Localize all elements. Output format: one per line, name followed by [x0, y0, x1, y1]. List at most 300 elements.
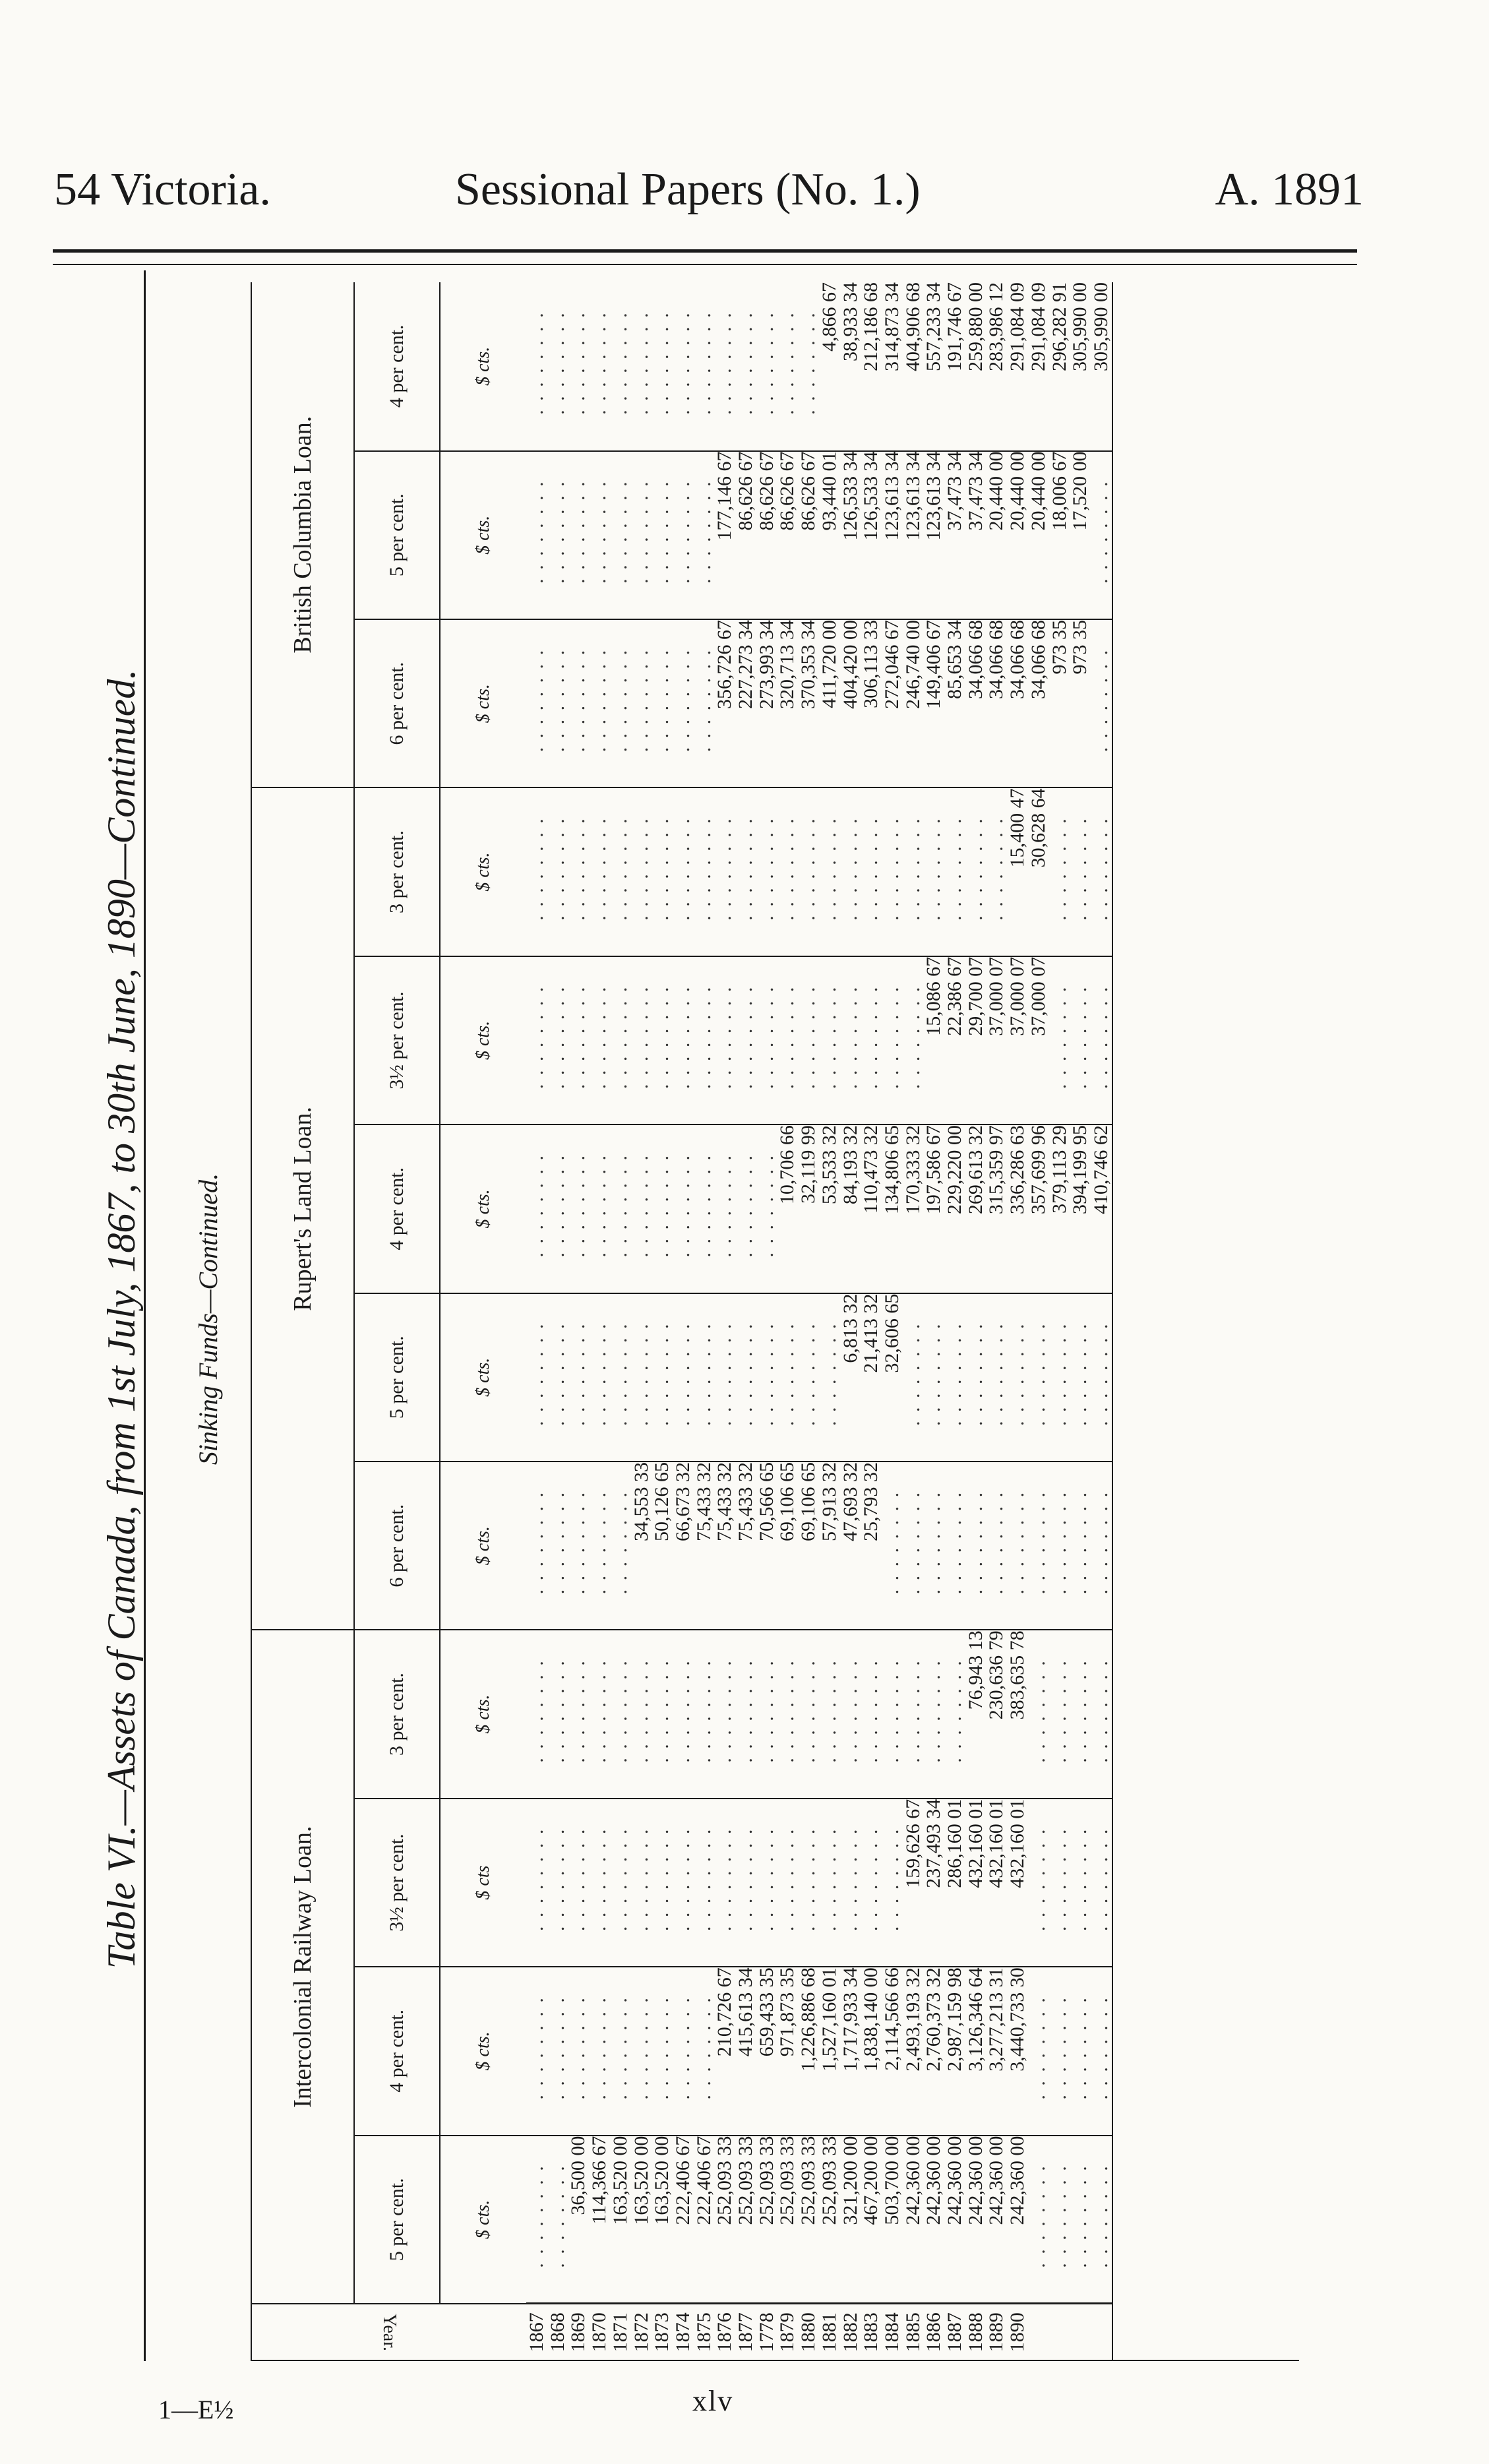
leader-dots: . . . . . . . .: [567, 985, 590, 1090]
rate-header: 3½ per cent.: [354, 1799, 440, 1967]
empty-cell: [1028, 1462, 1049, 1630]
table-row: [882, 282, 903, 2360]
leader-dots: . . . . . . . .: [630, 311, 652, 415]
leader-dots: . . . . . . . .: [923, 1659, 945, 1763]
empty-cell: [777, 282, 798, 451]
units-header: $ cts.: [440, 787, 526, 956]
leader-dots: . . . . . . . .: [546, 1996, 568, 2100]
leader-dots: . . . . . . . .: [714, 1322, 736, 1426]
empty-cell: [610, 451, 631, 619]
table-title: Table VI.—Assets of Canada, from 1st July, 1867, to 30th June, 1890—Continued.: [100, 669, 143, 1969]
empty-cell: [798, 1630, 819, 1798]
empty-cell: [903, 1293, 924, 1462]
leader-dots: . . . . . . . .: [567, 1490, 590, 1595]
value-cell: 32,606 65: [882, 1293, 903, 1462]
empty-cell: [1091, 956, 1112, 1124]
empty-cell: [652, 787, 673, 956]
leader-dots: . . . . . . . .: [692, 1322, 715, 1426]
rate-header-row: [354, 282, 440, 2360]
value-cell: 134,806 65: [882, 1124, 903, 1293]
empty-cell: [714, 956, 735, 1124]
empty-cell: [610, 1462, 631, 1630]
empty-cell: [568, 1967, 589, 2135]
value-cell: 177,146 67: [714, 451, 735, 619]
empty-cell: [840, 1799, 861, 1967]
table-row: [1091, 282, 1112, 2360]
leader-dots: . . . . . . . .: [630, 479, 652, 584]
empty-cell: [652, 1630, 673, 1798]
year-cell: 1888: [965, 2304, 987, 2360]
empty-cell: [673, 451, 694, 619]
empty-cell: [694, 1124, 715, 1293]
value-cell: 467,200 00: [861, 2136, 882, 2304]
leader-dots: . . . . . . . .: [797, 816, 820, 921]
leader-dots: . . . . . . . .: [735, 1322, 757, 1426]
year-cell: 1869: [568, 2304, 589, 2360]
leader-dots: . . . . . . . .: [1048, 2164, 1070, 2268]
table-row: [861, 282, 882, 2360]
table-row: [652, 282, 673, 2360]
empty-cell: [903, 787, 924, 956]
leader-dots: . . . . . . . .: [567, 479, 590, 584]
empty-cell: [1070, 1293, 1091, 1462]
empty-cell: [756, 1293, 777, 1462]
value-cell: 242,360 00: [944, 2136, 965, 2304]
units-header-row: [440, 282, 526, 2360]
table-row: [610, 282, 631, 2360]
leader-dots: . . . . . . . .: [901, 1322, 924, 1426]
leader-dots: . . . . . . . .: [588, 648, 611, 753]
leader-dots: . . . . . . . .: [692, 648, 715, 753]
leader-dots: . . . . . . . .: [567, 648, 590, 753]
empty-cell: [923, 1293, 944, 1462]
value-cell: 242,360 00: [965, 2136, 987, 2304]
leader-dots: . . . . . . . .: [1027, 1996, 1049, 2100]
rate-header: 5 per cent.: [354, 451, 440, 619]
empty-cell: [547, 956, 568, 1124]
table-subtitle: Sinking Funds—Continued.: [193, 1173, 223, 1465]
value-cell: 370,353 34: [798, 619, 819, 787]
empty-cell: [526, 1124, 547, 1293]
value-cell: 411,720 00: [819, 619, 840, 787]
leader-dots: . . . . . . . .: [1027, 2164, 1049, 2268]
table-row: [1028, 282, 1049, 2360]
empty-cell: [568, 1124, 589, 1293]
value-cell: 252,093 33: [777, 2136, 798, 2304]
table-row: [589, 282, 610, 2360]
leader-dots: . . . . . . . .: [985, 816, 1008, 921]
year-cell: 1868: [547, 2304, 568, 2360]
empty-cell: [568, 282, 589, 451]
leader-dots: . . . . . . . .: [1027, 1490, 1049, 1595]
empty-cell: [861, 1630, 882, 1798]
leader-dots: . . . . . . . .: [714, 985, 736, 1090]
leader-dots: . . . . . . . .: [651, 648, 673, 753]
leader-dots: . . . . . . . .: [651, 816, 673, 921]
leader-dots: . . . . . . . .: [588, 1996, 611, 2100]
leader-dots: . . . . . . . .: [755, 311, 777, 415]
table-row: [903, 282, 924, 2360]
empty-cell: [568, 1462, 589, 1630]
value-cell: 503,700 00: [882, 2136, 903, 2304]
empty-cell: [652, 956, 673, 1124]
units-header: $ cts.: [440, 1293, 526, 1462]
value-cell: 973 35: [1070, 619, 1091, 787]
leader-dots: . . . . . . . .: [735, 1827, 757, 1932]
value-cell: 242,360 00: [986, 2136, 1007, 2304]
leader-dots: . . . . . . . .: [609, 311, 631, 415]
empty-cell: [735, 1630, 756, 1798]
empty-cell: [673, 1124, 694, 1293]
empty-cell: [610, 282, 631, 451]
value-cell: 37,000 07: [1007, 956, 1028, 1124]
leader-dots: . . . . . . . .: [651, 311, 673, 415]
leader-dots: . . . . . . . .: [671, 479, 694, 584]
rate-header: 4 per cent.: [354, 282, 440, 451]
value-cell: 75,433 32: [714, 1462, 735, 1630]
year-cell: 1879: [777, 2304, 798, 2360]
empty-cell: [568, 1799, 589, 1967]
leader-dots: . . . . . . . .: [818, 1827, 840, 1932]
empty-cell: [694, 1967, 715, 2135]
leader-dots: . . . . . . . .: [714, 1827, 736, 1932]
empty-cell: [1028, 1630, 1049, 1798]
leader-dots: . . . . . . . .: [1089, 2164, 1112, 2268]
empty-cell: [694, 1799, 715, 1967]
value-cell: 259,880 00: [965, 282, 987, 451]
empty-cell: [610, 619, 631, 787]
value-cell: 86,626 67: [756, 451, 777, 619]
signature-mark: 1—E½: [158, 2395, 234, 2424]
leader-dots: . . . . . . . .: [818, 816, 840, 921]
empty-cell: [882, 1462, 903, 1630]
leader-dots: . . . . . . . .: [923, 816, 945, 921]
empty-cell: [610, 1630, 631, 1798]
leader-dots: . . . . . . . .: [526, 1154, 547, 1258]
empty-cell: [714, 787, 735, 956]
empty-cell: [610, 1799, 631, 1967]
leader-dots: . . . . . . . .: [1048, 1490, 1070, 1595]
value-cell: 252,093 33: [714, 2136, 735, 2304]
value-cell: 10,706 66: [777, 1124, 798, 1293]
empty-cell: [652, 282, 673, 451]
value-cell: 379,113 29: [1049, 1124, 1070, 1293]
leader-dots: . . . . . . . .: [714, 311, 736, 415]
year-cell: [1028, 2304, 1049, 2360]
leader-dots: . . . . . . . .: [776, 985, 799, 1090]
rate-header: 4 per cent.: [354, 1124, 440, 1293]
empty-cell: [819, 787, 840, 956]
value-cell: 222,406 67: [673, 2136, 694, 2304]
leader-dots: . . . . . . . .: [651, 1996, 673, 2100]
table-row: [798, 282, 819, 2360]
leader-dots: . . . . . . . .: [755, 816, 777, 921]
rate-header: 6 per cent.: [354, 1462, 440, 1630]
leader-dots: . . . . . . . .: [609, 985, 631, 1090]
empty-cell: [694, 619, 715, 787]
leader-dots: . . . . . . . .: [797, 1659, 820, 1763]
empty-cell: [526, 787, 547, 956]
value-cell: 252,093 33: [735, 2136, 756, 2304]
table-row: [631, 282, 652, 2360]
value-cell: 230,636 79: [986, 1630, 1007, 1798]
leader-dots: . . . . . . . .: [1069, 1322, 1091, 1426]
header-year: A. 1891: [1215, 164, 1364, 215]
leader-dots: . . . . . . . .: [880, 1490, 903, 1595]
empty-cell: [589, 1799, 610, 1967]
year-cell: 1872: [631, 2304, 652, 2360]
empty-cell: [1049, 1293, 1070, 1462]
leader-dots: . . . . . . . .: [567, 816, 590, 921]
value-cell: 123,613 34: [923, 451, 944, 619]
empty-cell: [777, 1293, 798, 1462]
leader-dots: . . . . . . . .: [630, 1322, 652, 1426]
value-cell: 86,626 67: [777, 451, 798, 619]
leader-dots: . . . . . . . .: [609, 1996, 631, 2100]
empty-cell: [882, 956, 903, 1124]
value-cell: 272,046 67: [882, 619, 903, 787]
empty-cell: [568, 956, 589, 1124]
value-cell: 321,200 00: [840, 2136, 861, 2304]
leader-dots: . . . . . . . .: [526, 816, 547, 921]
empty-cell: [798, 282, 819, 451]
empty-cell: [798, 1293, 819, 1462]
leader-dots: . . . . . . . .: [755, 1322, 777, 1426]
leader-dots: . . . . . . . .: [964, 1490, 987, 1595]
leader-dots: . . . . . . . .: [755, 1154, 777, 1258]
table-row: [777, 282, 798, 2360]
value-cell: 53,533 32: [819, 1124, 840, 1293]
leader-dots: . . . . . . . .: [588, 1322, 611, 1426]
leader-dots: . . . . . . . .: [1027, 1827, 1049, 1932]
leader-dots: . . . . . . . .: [609, 816, 631, 921]
value-cell: 557,233 34: [923, 282, 944, 451]
empty-cell: [965, 1462, 987, 1630]
value-cell: 163,520 00: [631, 2136, 652, 2304]
group-header: Rupert's Land Loan.: [251, 787, 354, 1630]
empty-cell: [1091, 451, 1112, 619]
leader-dots: . . . . . . . .: [588, 311, 611, 415]
empty-cell: [589, 787, 610, 956]
leader-dots: . . . . . . . .: [526, 1322, 547, 1426]
value-cell: 197,586 67: [923, 1124, 944, 1293]
year-cell: 1880: [798, 2304, 819, 2360]
value-cell: 37,473 34: [944, 451, 965, 619]
value-cell: 410,746 62: [1091, 1124, 1112, 1293]
empty-cell: [1028, 1799, 1049, 1967]
rate-header: 5 per cent.: [354, 2136, 440, 2304]
empty-cell: [694, 956, 715, 1124]
leader-dots: . . . . . . . .: [923, 1322, 945, 1426]
leader-dots: . . . . . . . .: [776, 1322, 799, 1426]
value-cell: 159,626 67: [903, 1799, 924, 1967]
empty-cell: [986, 1462, 1007, 1630]
value-cell: 50,126 65: [652, 1462, 673, 1630]
value-cell: 237,493 34: [923, 1799, 944, 1967]
value-cell: 305,990 00: [1070, 282, 1091, 451]
table-row: [923, 282, 944, 2360]
value-cell: 66,673 32: [673, 1462, 694, 1630]
value-cell: 114,366 67: [589, 2136, 610, 2304]
value-cell: 69,106 65: [798, 1462, 819, 1630]
leader-dots: . . . . . . . .: [944, 1659, 966, 1763]
leader-dots: . . . . . . . .: [546, 816, 568, 921]
value-cell: 659,433 35: [756, 1967, 777, 2135]
empty-cell: [735, 1293, 756, 1462]
leader-dots: . . . . . . . .: [692, 1659, 715, 1763]
empty-cell: [673, 1630, 694, 1798]
empty-cell: [903, 1462, 924, 1630]
leader-dots: . . . . . . . .: [546, 2164, 568, 2268]
leader-dots: . . . . . . . .: [797, 311, 820, 415]
value-cell: 269,613 32: [965, 1124, 987, 1293]
value-cell: 210,726 67: [714, 1967, 735, 2135]
units-header: $ cts.: [440, 956, 526, 1124]
empty-cell: [1091, 2136, 1112, 2304]
value-cell: 69,106 65: [777, 1462, 798, 1630]
header-rule-thin: [53, 264, 1357, 265]
empty-cell: [1070, 1967, 1091, 2135]
empty-cell: [631, 787, 652, 956]
value-cell: 126,533 34: [861, 451, 882, 619]
units-header: $ cts.: [440, 451, 526, 619]
year-cell: 1887: [944, 2304, 965, 2360]
value-cell: 34,066 68: [986, 619, 1007, 787]
empty-cell: [882, 1799, 903, 1967]
leader-dots: . . . . . . . .: [797, 985, 820, 1090]
table-body: [526, 282, 1112, 2360]
rate-header: 4 per cent.: [354, 1967, 440, 2135]
empty-cell: [714, 282, 735, 451]
leader-dots: . . . . . . . .: [526, 1827, 547, 1932]
leader-dots: . . . . . . . .: [860, 985, 882, 1090]
empty-cell: [714, 1293, 735, 1462]
empty-cell: [1091, 1799, 1112, 1967]
value-cell: 336,286 63: [1007, 1124, 1028, 1293]
value-cell: 252,093 33: [756, 2136, 777, 2304]
empty-cell: [1049, 2136, 1070, 2304]
empty-cell: [568, 619, 589, 787]
empty-cell: [547, 619, 568, 787]
empty-cell: [526, 1293, 547, 1462]
empty-cell: [923, 787, 944, 956]
leader-dots: . . . . . . . .: [588, 1154, 611, 1258]
leader-dots: . . . . . . . .: [1048, 1322, 1070, 1426]
header-rule-thick: [53, 249, 1357, 253]
value-cell: 212,186 68: [861, 282, 882, 451]
empty-cell: [526, 451, 547, 619]
empty-cell: [714, 1630, 735, 1798]
value-cell: 191,746 67: [944, 282, 965, 451]
empty-cell: [526, 2136, 547, 2304]
leader-dots: . . . . . . . .: [755, 985, 777, 1090]
empty-cell: [673, 619, 694, 787]
leader-dots: . . . . . . . .: [901, 816, 924, 921]
leader-dots: . . . . . . . .: [755, 1827, 777, 1932]
table-row: [568, 282, 589, 2360]
empty-cell: [589, 619, 610, 787]
year-cell: [1091, 2304, 1112, 2360]
value-cell: 126,533 34: [840, 451, 861, 619]
empty-cell: [631, 1293, 652, 1462]
leader-dots: . . . . . . . .: [526, 1996, 547, 2100]
value-cell: 6,813 32: [840, 1293, 861, 1462]
empty-cell: [1070, 787, 1091, 956]
leader-dots: . . . . . . . .: [1089, 1827, 1112, 1932]
year-column-header: [251, 2304, 526, 2360]
year-cell: 1875: [694, 2304, 715, 2360]
value-cell: 286,160 01: [944, 1799, 965, 1967]
year-cell: 1881: [819, 2304, 840, 2360]
table-row: [1007, 282, 1028, 2360]
leader-dots: . . . . . . . .: [567, 1154, 590, 1258]
empty-cell: [1049, 1967, 1070, 2135]
empty-cell: [1091, 1967, 1112, 2135]
leader-dots: . . . . . . . .: [567, 311, 590, 415]
empty-cell: [944, 1630, 965, 1798]
empty-cell: [965, 787, 987, 956]
empty-cell: [1091, 619, 1112, 787]
leader-dots: . . . . . . . .: [901, 985, 924, 1090]
value-cell: 86,626 67: [735, 451, 756, 619]
value-cell: 283,986 12: [986, 282, 1007, 451]
empty-cell: [1091, 1630, 1112, 1798]
value-cell: 3,126,346 64: [965, 1967, 987, 2135]
empty-cell: [526, 282, 547, 451]
leader-dots: . . . . . . . .: [546, 1827, 568, 1932]
leader-dots: . . . . . . . .: [776, 1659, 799, 1763]
empty-cell: [568, 1630, 589, 1798]
leader-dots: . . . . . . . .: [1069, 1827, 1091, 1932]
leader-dots: . . . . . . . .: [651, 985, 673, 1090]
value-cell: 34,066 68: [1007, 619, 1028, 787]
leader-dots: . . . . . . . .: [609, 1154, 631, 1258]
empty-cell: [1049, 1799, 1070, 1967]
empty-cell: [1049, 787, 1070, 956]
leader-dots: . . . . . . . .: [839, 816, 861, 921]
empty-cell: [1070, 956, 1091, 1124]
value-cell: 57,913 32: [819, 1462, 840, 1630]
empty-cell: [986, 1293, 1007, 1462]
empty-cell: [944, 1462, 965, 1630]
leader-dots: . . . . . . . .: [880, 816, 903, 921]
leader-dots: . . . . . . . .: [609, 479, 631, 584]
empty-cell: [861, 1799, 882, 1967]
empty-cell: [652, 451, 673, 619]
empty-cell: [694, 787, 715, 956]
empty-cell: [652, 1967, 673, 2135]
leader-dots: . . . . . . . .: [735, 1659, 757, 1763]
leader-dots: . . . . . . . .: [651, 1322, 673, 1426]
leader-dots: . . . . . . . .: [567, 1322, 590, 1426]
leader-dots: . . . . . . . .: [651, 1659, 673, 1763]
units-header: $ cts.: [440, 1462, 526, 1630]
year-cell: 1882: [840, 2304, 861, 2360]
units-header: $ cts.: [440, 1630, 526, 1798]
value-cell: 227,273 34: [735, 619, 756, 787]
value-cell: 3,277,213 31: [986, 1967, 1007, 2135]
leader-dots: . . . . . . . .: [944, 1490, 966, 1595]
leader-dots: . . . . . . . .: [651, 1827, 673, 1932]
table-row: [840, 282, 861, 2360]
table-row: [819, 282, 840, 2360]
value-cell: 34,066 68: [965, 619, 987, 787]
leader-dots: . . . . . . . .: [630, 1154, 652, 1258]
units-header: $ cts.: [440, 619, 526, 787]
leader-dots: . . . . . . . .: [714, 816, 736, 921]
leader-dots: . . . . . . . .: [1089, 648, 1112, 753]
leader-dots: . . . . . . . .: [692, 1154, 715, 1258]
